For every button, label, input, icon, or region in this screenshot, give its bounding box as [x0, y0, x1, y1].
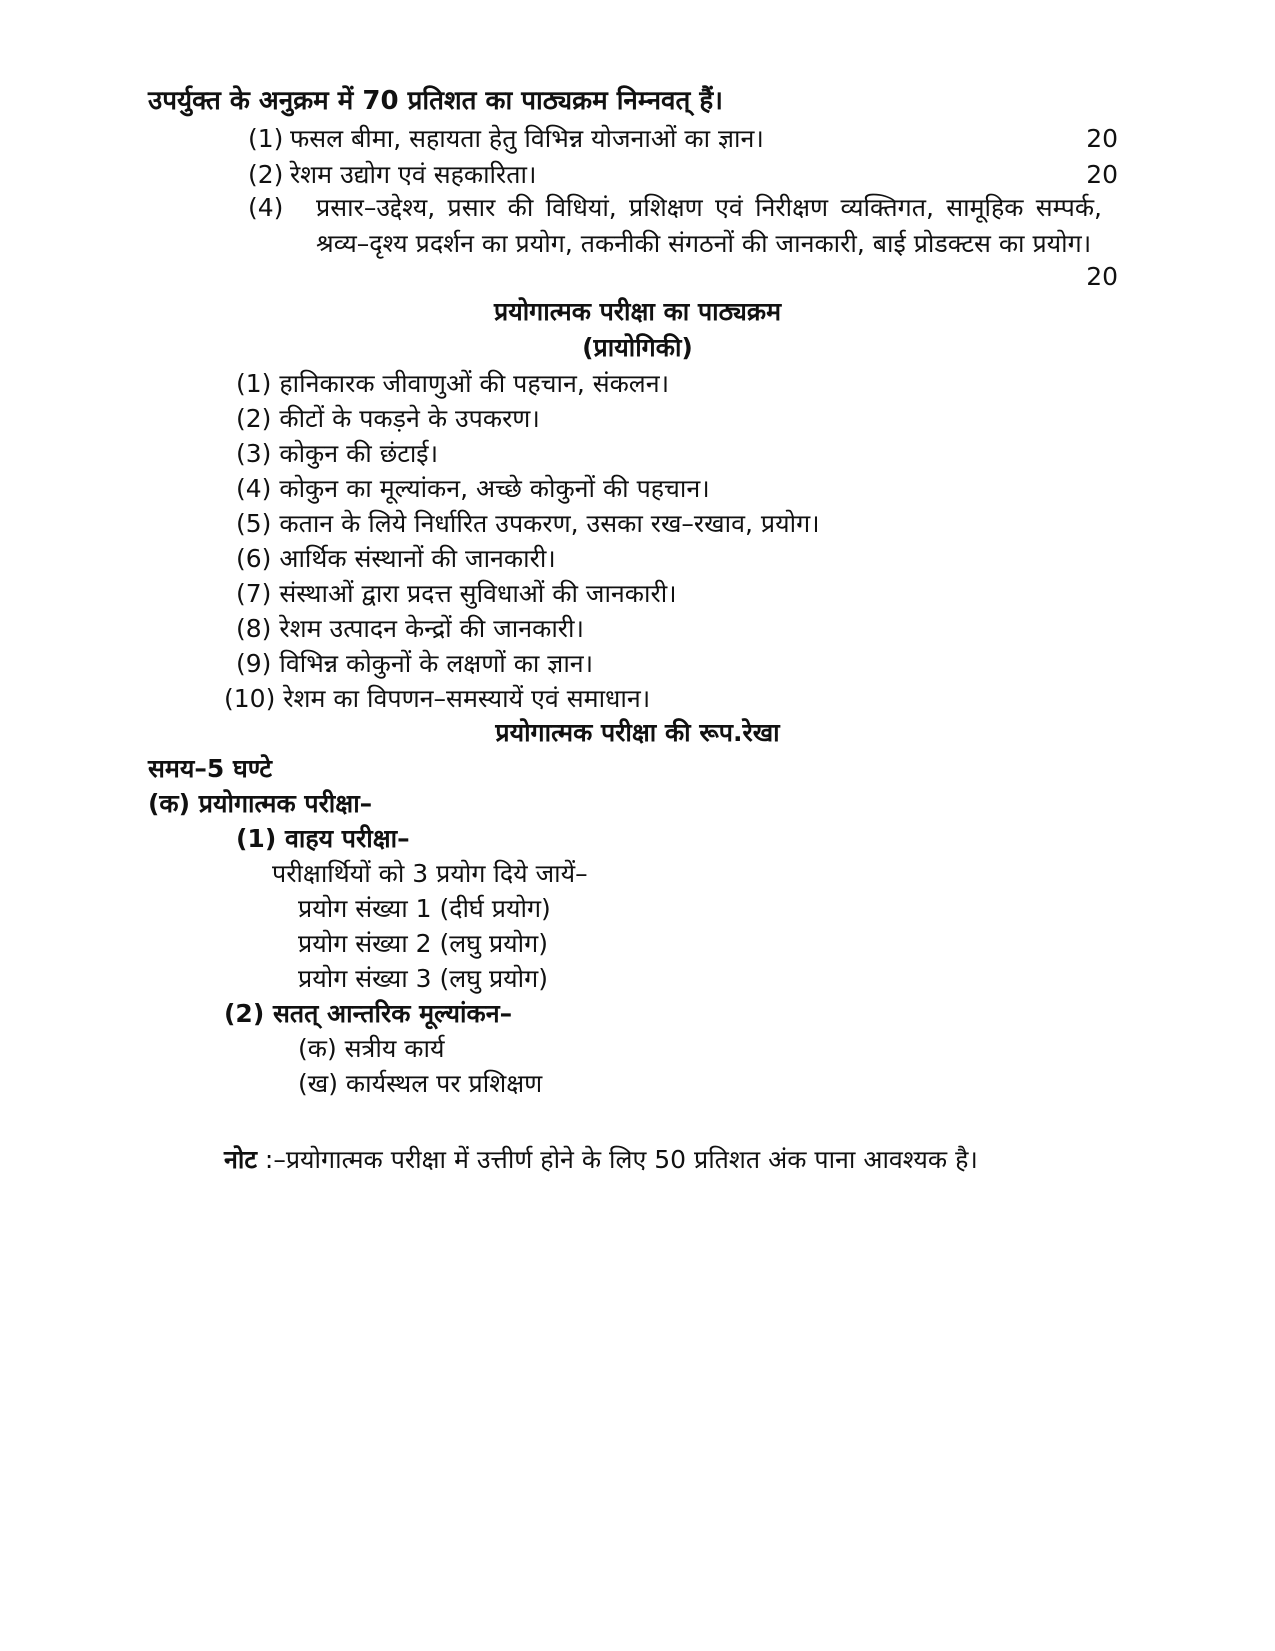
- item-text: कोकुन की छंटाई।: [279, 439, 439, 468]
- practical-item: [236, 544, 556, 574]
- time-label: समय–5 घण्टे: [148, 754, 272, 783]
- practical-item: [236, 614, 584, 644]
- practical-item: [236, 579, 677, 609]
- internal-item: (ख) कार्यस्थल पर प्रशिक्षण: [298, 1069, 543, 1098]
- experiment-item: प्रयोग संख्या 2 (लघु प्रयोग): [298, 929, 548, 958]
- item-marks: 20: [1086, 124, 1118, 153]
- outline-heading: प्रयोगात्मक परीक्षा की रूप.रेखा: [495, 718, 780, 747]
- practical-item: [236, 439, 438, 469]
- item-text: प्रसार–उद्देश्य, प्रसार की विधियां, प्रशिक्षण एवं निरीक्षण व्यक्तिगत, सामूहिक सम्पर्क, श्रव्य–दृश्य प्रदर्शन का प्रयोग, तकनीकी संगठनों की जानकारी, बाई प्रोडक्टस का प्रयोग।: [316, 193, 1102, 258]
- item-marks: 20: [1086, 160, 1118, 189]
- item-number: (2): [248, 160, 284, 189]
- item-number: (6): [236, 544, 272, 573]
- note-line: [224, 1145, 1114, 1175]
- experiment-item: प्रयोग संख्या 1 (दीर्घ प्रयोग): [298, 894, 551, 923]
- theory-item: [248, 124, 1118, 154]
- intro-line: उपर्युक्त के अनुक्रम में 70 प्रतिशत का पाठ्यक्रम निम्नवत् हैं।: [148, 86, 724, 116]
- theory-item: [248, 190, 1118, 291]
- internal-item: (क) सत्रीय कार्य: [298, 1034, 445, 1063]
- item-text: रेशम का विपणन–समस्यायें एवं समाधान।: [283, 684, 651, 713]
- item-text: कतान के लिये निर्धारित उपकरण, उसका रख–रखाव, प्रयोग।: [279, 509, 820, 538]
- item-marks: 20: [1086, 262, 1118, 291]
- section-ka-label: (क) प्रयोगात्मक परीक्षा–: [148, 789, 373, 818]
- external-intro: परीक्षार्थियों को 3 प्रयोग दिये जायें–: [272, 859, 588, 888]
- item-body: [248, 190, 1102, 262]
- item-text: रेशम उत्पादन केन्द्रों की जानकारी।: [279, 614, 584, 643]
- item-number: (10): [224, 684, 276, 713]
- item-number: (1): [248, 124, 284, 153]
- note-label: नोट: [224, 1145, 257, 1174]
- practical-heading: प्रयोगात्मक परीक्षा का पाठ्यक्रम: [493, 297, 782, 326]
- internal-eval-label: (2) सतत् आन्तरिक मूल्यांकन–: [224, 999, 513, 1028]
- experiment-item: प्रयोग संख्या 3 (लघु प्रयोग): [298, 964, 548, 993]
- item-number: (9): [236, 649, 272, 678]
- item-text: कोकुन का मूल्यांकन, अच्छे कोकुनों की पहचान।: [279, 474, 710, 503]
- practical-item: [236, 404, 540, 434]
- item-number: (7): [236, 579, 272, 608]
- practical-subheading: (प्रायोगिकी): [582, 333, 693, 362]
- item-text: आर्थिक संस्थानों की जानकारी।: [279, 544, 556, 573]
- item-text: हानिकारक जीवाणुओं की पहचान, संकलन।: [279, 369, 670, 398]
- item-text: कीटों के पकड़ने के उपकरण।: [279, 404, 540, 433]
- item-number: (1): [236, 369, 272, 398]
- item-number: (4): [248, 193, 284, 222]
- practical-item: [236, 649, 593, 679]
- practical-item: [224, 684, 650, 714]
- item-text: विभिन्न कोकुनों के लक्षणों का ज्ञान।: [279, 649, 594, 678]
- practical-item: [236, 474, 710, 504]
- note-text: :–प्रयोगात्मक परीक्षा में उत्तीर्ण होने के लिए 50 प्रतिशत अंक पाना आवश्यक है।: [256, 1145, 978, 1174]
- item-number: (4): [236, 474, 272, 503]
- external-exam-label: (1) वाहय परीक्षा–: [236, 824, 410, 853]
- item-text: फसल बीमा, सहायता हेतु विभिन्न योजनाओं का ज्ञान।: [289, 124, 764, 153]
- item-text: संस्थाओं द्वारा प्रदत्त सुविधाओं की जानकारी।: [279, 579, 677, 608]
- item-text: रेशम उद्योग एवं सहकारिता।: [289, 160, 537, 189]
- theory-item: [248, 160, 1118, 190]
- item-number: (3): [236, 439, 272, 468]
- item-number: (8): [236, 614, 272, 643]
- practical-item: [236, 369, 669, 399]
- item-number: (5): [236, 509, 272, 538]
- practical-item: [236, 509, 820, 539]
- item-number: (2): [236, 404, 272, 433]
